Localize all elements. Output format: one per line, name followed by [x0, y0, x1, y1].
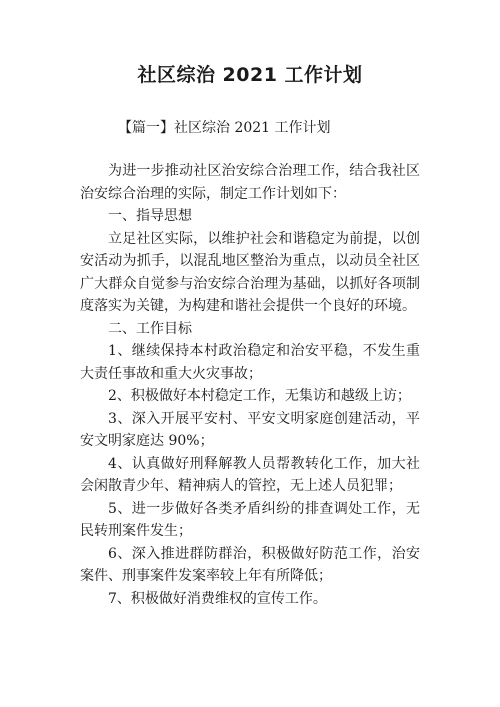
goal-item-7: 7、积极做好消费维权的宣传工作。	[108, 590, 327, 607]
goal-item-1: 1、继续保持本村政治稳定和治安平稳，不发生重大责任事故和重大火灾事故；	[80, 343, 420, 382]
goal-item-3: 3、深入开展平安村、平安文明家庭创建活动，平安文明家庭达 90%；	[80, 410, 420, 449]
goal-item-6: 6、深入推进群防群治，积极做好防范工作，治安案件、刑事案件发案率较上年有所降低；	[80, 545, 420, 584]
section-heading-guiding-ideology: 一、指导思想	[108, 208, 192, 224]
goal-item-4: 4、认真做好刑释解教人员帮教转化工作，加大社会闲散青少年、精神病人的管控，无上述人员犯罪；	[80, 455, 420, 494]
document-body	[80, 160, 420, 610]
goal-item-2: 2、积极做好本村稳定工作，无集访和越级上访；	[108, 388, 411, 404]
document-title: 社区综治 2021 工作计划	[137, 64, 363, 86]
section-heading-work-goals: 二、工作目标	[108, 320, 192, 337]
paragraph-guiding-ideology: 立足社区实际，以维护社会和谐稳定为前提，以创安活动为抓手，以混乱地区整治为重点，以动员全社区广大群众自觉参与治安综合治理为基础，以抓好各项制度落实为关键，为构建和谐社会提供一个良好的环境。	[80, 230, 420, 314]
goal-item-5: 5、进一步做好各类矛盾纠纷的排查调处工作，无民转刑案件发生；	[80, 500, 420, 539]
document-subtitle: 【篇一】社区综治 2021 工作计划	[118, 120, 331, 136]
paragraph-intro: 为进一步推动社区治安综合治理工作，结合我社区治安综合治理的实际，制定工作计划如下：	[80, 163, 420, 202]
